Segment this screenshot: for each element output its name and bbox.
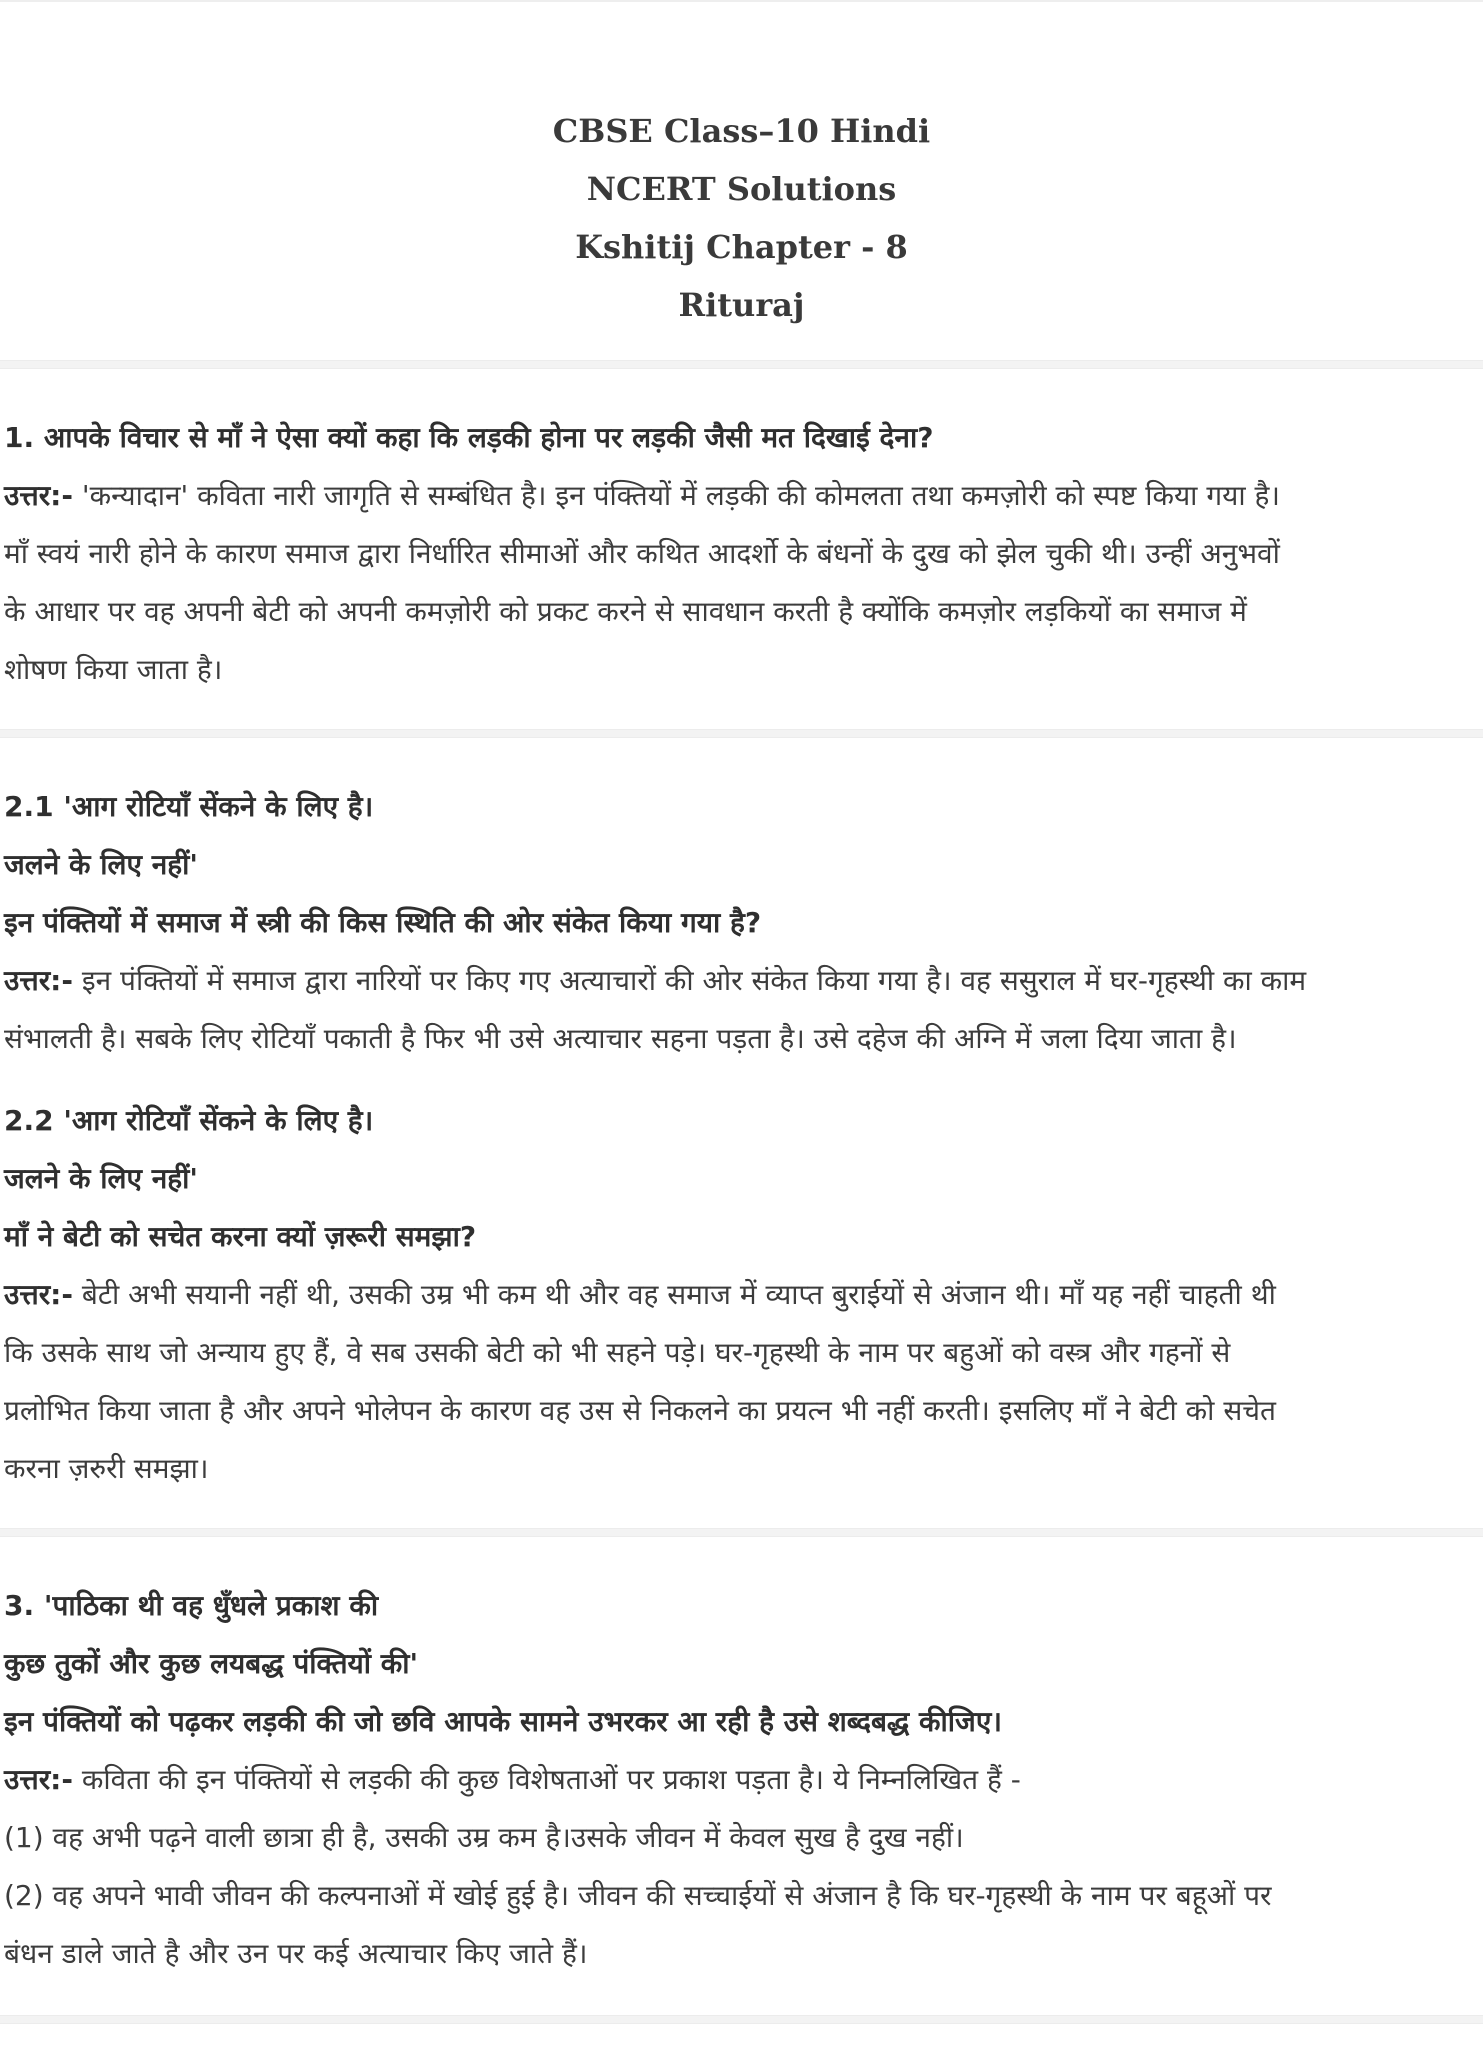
answer-line: संभालती है। सबके लिए रोटियाँ पकाती है फिर भी उसे अत्याचार सहना पड़ता है। उसे दहेज की अग्नि में जला दिया जाता है। xyxy=(4,1022,1237,1055)
section-divider xyxy=(0,1528,1483,1537)
header-course: CBSE Class–10 Hindi xyxy=(552,112,931,150)
answer-point: बंधन डाले जाते है और उन पर कई अत्याचार किए जाते हैं। xyxy=(4,1937,588,1970)
bottom-divider xyxy=(0,2015,1483,2024)
question-2-1 xyxy=(0,738,1483,1068)
header-title: Rituraj xyxy=(678,286,805,324)
answer-line: उत्तर:- इन पंक्तियों में समाज द्वारा नारियों पर किए गए अत्याचारों की ओर संकेत किया गया है। वह ससुराल में घर-गृहस्थी का काम xyxy=(4,964,1307,997)
answer-line: शोषण किया जाता है। xyxy=(4,653,223,686)
section-divider xyxy=(0,729,1483,738)
answer-point: (2) वह अपने भावी जीवन की कल्पनाओं में खोई हुई है। जीवन की सच्चाईयों से अंजान है कि घर-गृहस्थी के नाम पर बहूओं पर xyxy=(4,1879,1272,1912)
question-text: 2.1 'आग रोटियाँ सेंकने के लिए है। xyxy=(4,790,374,823)
answer-label: उत्तर:- xyxy=(4,1278,73,1311)
question-3 xyxy=(0,1537,1483,1983)
document-header xyxy=(0,2,1483,324)
question-2-2 xyxy=(0,1068,1483,1498)
question-text: 2.2 'आग रोटियाँ सेंकने के लिए है। xyxy=(4,1104,374,1137)
answer-point: (1) वह अभी पढ़ने वाली छात्रा ही है, उसकी उम्र कम है।उसके जीवन में केवल सुख है दुख नहीं। xyxy=(4,1821,964,1854)
answer-line: उत्तर:- बेटी अभी सयानी नहीं थी, उसकी उम्र भी कम थी और वह समाज में व्याप्त बुराईयों से अंजान थी। माँ यह नहीं चाहती थी xyxy=(4,1278,1276,1311)
answer-line: करना ज़रुरी समझा। xyxy=(4,1452,209,1485)
answer-line: माँ स्वयं नारी होने के कारण समाज द्वारा निर्धारित सीमाओं और कथित आदर्शो के बंधनों के दुख को झेल चुकी थी। उन्हीं अनुभवों xyxy=(4,537,1280,570)
answer-line: के आधार पर वह अपनी बेटी को अपनी कमज़ोरी को प्रकट करने से सावधान करती है क्योंकि कमज़ोर लड़कियों का समाज में xyxy=(4,595,1247,628)
answer-line: प्रलोभित किया जाता है और अपने भोलेपन के कारण वह उस से निकलने का प्रयत्न भी नहीं करती। इसलिए माँ ने बेटी को सचेत xyxy=(4,1394,1276,1427)
question-text: 3. 'पाठिका थी वह धुँधले प्रकाश की xyxy=(4,1589,379,1622)
answer-line: उत्तर:- 'कन्यादान' कविता नारी जागृति से सम्बंधित है। इन पंक्तियों में लड़की की कोमलता तथा कमज़ोरी को स्पष्ट किया गया है। xyxy=(4,479,1280,512)
answer-line: उत्तर:- कविता की इन पंक्तियों से लड़की की कुछ विशेषताओं पर प्रकाश पड़ता है। ये निम्नलिखित हैं - xyxy=(4,1763,1021,1796)
question-text: 1. आपके विचार से माँ ने ऐसा क्यों कहा कि लड़की होना पर लड़की जैसी मत दिखाई देना? xyxy=(4,421,934,454)
answer-label: उत्तर:- xyxy=(4,1763,73,1796)
question-text: इन पंक्तियों में समाज में स्त्री की किस स्थिति की ओर संकेत किया गया है? xyxy=(4,906,762,939)
answer-label: उत्तर:- xyxy=(4,964,73,997)
header-chapter: Kshitij Chapter - 8 xyxy=(575,228,908,266)
question-text: कुछ तुकों और कुछ लयबद्ध पंक्तियों की' xyxy=(4,1647,419,1680)
answer-label: उत्तर:- xyxy=(4,479,73,512)
question-1 xyxy=(0,369,1483,699)
section-divider xyxy=(0,360,1483,369)
question-text: जलने के लिए नहीं' xyxy=(4,848,199,881)
question-text: इन पंक्तियों को पढ़कर लड़की की जो छवि आपके सामने उभरकर आ रही है उसे शब्दबद्ध कीजिए। xyxy=(4,1705,1002,1738)
answer-line: कि उसके साथ जो अन्याय हुए हैं, वे सब उसकी बेटी को भी सहने पड़े। घर-गृहस्थी के नाम पर बहुओं को वस्त्र और गहनों से xyxy=(4,1336,1231,1369)
header-subtitle: NCERT Solutions xyxy=(586,170,897,208)
question-text: जलने के लिए नहीं' xyxy=(4,1162,199,1195)
question-text: माँ ने बेटी को सचेत करना क्यों ज़रूरी समझा? xyxy=(4,1220,477,1253)
